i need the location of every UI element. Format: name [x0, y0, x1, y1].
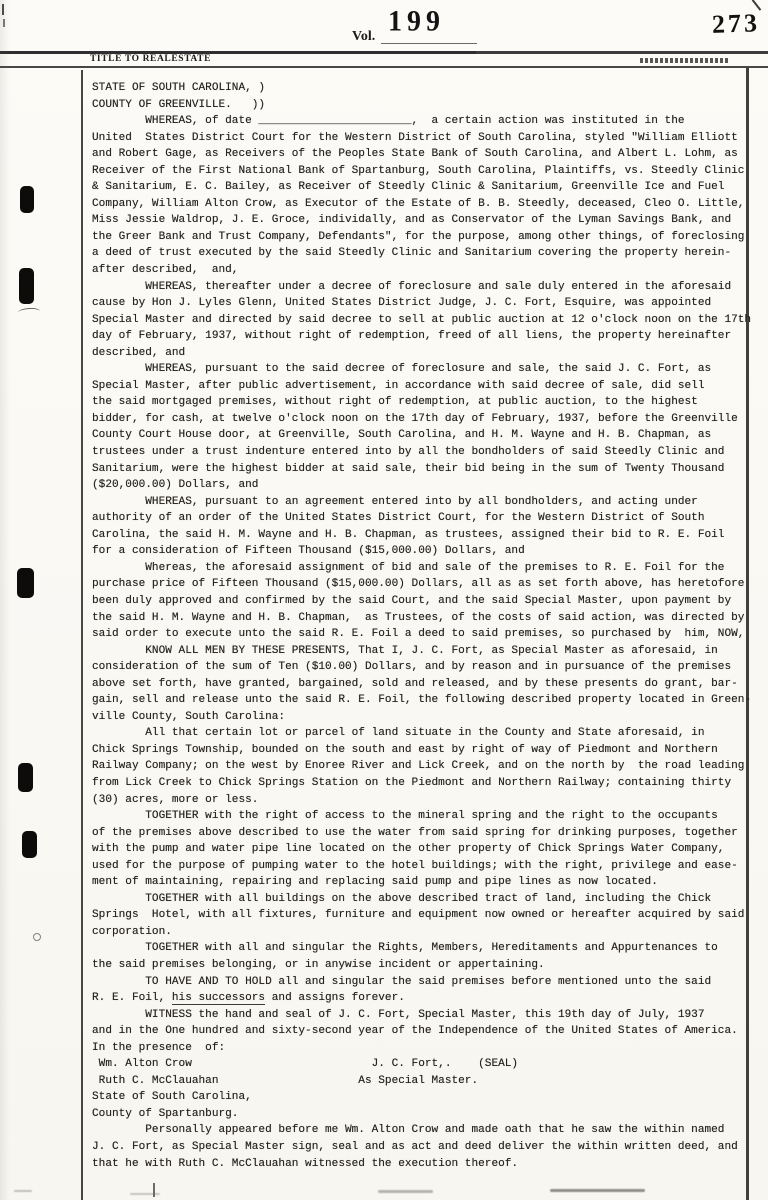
bottom-smudge	[550, 1189, 645, 1192]
document-line: United States District Court for the Western District of South Carolina, styled "William Elliott	[92, 131, 738, 144]
header-title: TITLE TO REALESTATE	[90, 54, 212, 64]
underlined-text: his successors	[171, 992, 266, 1005]
document-line: Springs Hotel, with all fixtures, furniture and equipment now owned or hereafter acquired by said	[92, 909, 745, 922]
document-line: All that certain lot or parcel of land situate in the County and State aforesaid, in	[92, 727, 705, 740]
document-line: Personally appeared before me Wm. Alton Crow and made oath that he saw the within named	[92, 1124, 725, 1137]
volume-underline	[381, 43, 477, 44]
document-line: WHEREAS, thereafter under a decree of foreclosure and sale duly entered in the aforesaid	[92, 280, 732, 293]
document-line: for a consideration of Fifteen Thousand ($15,000.00) Dollars, and	[92, 545, 525, 558]
document-line: Whereas, the aforesaid assignment of bid and sale of the premises to R. E. Foil for the	[92, 561, 725, 574]
edge-tick-mark	[3, 19, 5, 27]
document-line: and Robert Gage, as Receivers of the Peoples State Bank of South Carolina, and Albert L. Lohm, as	[92, 148, 738, 161]
pen-squiggle	[18, 307, 41, 317]
document-line: a deed of trust executed by the said Steedly Clinic and Sanitarium covering the property herein-	[92, 247, 732, 260]
ink-blob	[17, 568, 34, 598]
document-line: TOGETHER with the right of access to the mineral spring and the right to the occupants	[92, 810, 718, 823]
document-line: TO HAVE AND TO HOLD all and singular the said premises before mentioned unto the said	[92, 975, 712, 988]
document-line: gain, sell and release unto the said R. E. Foil, the following described property located in Green-	[92, 694, 752, 707]
document-line: Sanitarium, were the highest bidder at said sale, their bid being in the sum of Twenty Thousand	[92, 462, 725, 475]
document-line: day of February, 1937, without right of redemption, freed of all liens, the property hereinafter	[92, 330, 732, 343]
document-line: County Court House door, at Greenville, South Carolina, and H. M. Wayne and H. B. Chapman, as	[92, 429, 712, 442]
document-line: trustees under a trust indenture entered into by all the bondholders of said Steedly Clinic and	[92, 446, 725, 459]
document-body	[92, 80, 752, 1172]
document-line: corporation.	[92, 925, 172, 938]
document-line: the Greer Bank and Trust Company, Defendants", for the purpose, among other things, of foreclosing	[92, 230, 745, 243]
document-line: with the pump and water pipe line located on the other property of Chick Springs Water Company,	[92, 843, 725, 856]
document-line: the said H. M. Wayne and H. B. Chapman, as Trustees, of the costs of said action, was directed by	[92, 611, 745, 624]
document-line: bidder, for cash, at twelve o'clock noon on the 17th day of February, 1937, before the Greenville	[92, 412, 738, 425]
document-line: J. C. Fort, as Special Master sign, seal and as act and deed deliver the within written deed, and	[92, 1141, 738, 1153]
document-line: and in the One hundred and sixty-second year of the Independence of the United States of America.	[92, 1025, 738, 1038]
document-line: used for the purpose of pumping water to the hotel buildings; with the right, privilege and ease-	[92, 859, 738, 872]
document-line: Carolina, the said H. M. Wayne and H. B. Chapman, as trustees, assigned their bid to R. E. Foil	[92, 528, 725, 541]
document-line: Company, William Alton Crow, as Executor of the Estate of B. B. Steedly, deceased, Cleo O. Little,	[92, 197, 745, 210]
page-number: 273	[711, 8, 761, 39]
bottom-smudge	[130, 1193, 160, 1195]
document-line: described, and	[92, 346, 186, 359]
document-line: County of Spartanburg.	[92, 1107, 239, 1120]
printer-imprint	[640, 58, 728, 63]
volume-label: Vol.	[352, 29, 376, 44]
document-line: of the premises above described to use the water from said spring for drinking purposes, together	[92, 826, 738, 839]
document-line: TOGETHER with all and singular the Rights, Members, Hereditaments and Appurtenances to	[92, 942, 718, 955]
document-line: KNOW ALL MEN BY THESE PRESENTS, That I, J. C. Fort, as Special Master as aforesaid, in	[92, 644, 718, 657]
scan-edge-shading	[0, 0, 10, 1200]
document-line: WHEREAS, pursuant to the said decree of foreclosure and sale, the said J. C. Fort, as	[92, 363, 712, 376]
document-line: Special Master, after public advertisement, in accordance with said decree of sale, did sell	[92, 379, 705, 392]
bottom-smudge	[378, 1190, 433, 1193]
document-line: Miss Jessie Waldrop, J. E. Groce, individally, and as Conservator of the Lyman Savings Bank, and	[92, 214, 732, 227]
stray-circle-mark	[33, 933, 41, 941]
document-line: Railway Company; on the west by Enoree River and Lick Creek, and on the north by the road leading	[92, 760, 745, 773]
document-line: cause by Hon J. Lyles Glenn, United States District Judge, J. C. Fort, Esquire, was appointed	[92, 297, 712, 310]
document-line: State of South Carolina,	[92, 1091, 252, 1104]
document-line: Receiver of the First National Bank of Spartanburg, South Carolina, Plaintiffs, vs. Steedly Clinic	[92, 164, 745, 177]
document-line: been duly approved and confirmed by the said Court, and the said Special Master, upon payment by	[92, 594, 732, 607]
document-line: authority of an order of the United States District Court, for the Western District of South	[92, 512, 705, 525]
document-line: after described, and,	[92, 264, 239, 277]
bottom-tick-mark	[153, 1183, 155, 1197]
document-line: above set forth, have granted, bargained, sold and released, and by these presents do grant, bar-	[92, 677, 738, 690]
document-line: consideration of the sum of Ten ($10.00) Dollars, and by reason and in pursuance of the premises	[92, 661, 732, 674]
left-margin-rule	[81, 70, 83, 1200]
bottom-smudge	[14, 1190, 32, 1192]
ink-blob	[18, 763, 33, 792]
document-line: ($20,000.00) Dollars, and	[92, 479, 259, 492]
document-line: Ruth C. McClauahan As Special Master.	[92, 1074, 479, 1087]
document-line: Chick Springs Township, bounded on the south and east by right of way of Piedmont and Northern	[92, 743, 718, 756]
edge-tick-mark	[2, 4, 4, 15]
ink-blob	[19, 268, 34, 304]
document-line: the said mortgaged premises, without right of redemption, at public auction, to the highest	[92, 396, 698, 409]
document-line: Wm. Alton Crow J. C. Fort,. (SEAL)	[92, 1058, 519, 1071]
document-line: WHEREAS, pursuant to an agreement entered into by all bondholders, and acting under	[92, 495, 698, 508]
ink-blob	[20, 186, 34, 213]
document-line: ment of maintaining, repairing and replacing said pump and pipe lines as now located.	[92, 876, 658, 889]
document-line: In the presence of:	[92, 1041, 226, 1054]
document-line: the said premises belonging, or in anywise incident or appertaining.	[92, 958, 545, 971]
document-line: ville County, South Carolina:	[92, 710, 286, 723]
header-rule-bottom	[0, 66, 768, 68]
document-line: (30) acres, more or less.	[92, 793, 259, 806]
document-line: that he with Ruth C. McClauahan witnessed the execution thereof.	[92, 1157, 519, 1170]
ink-blob	[22, 831, 37, 858]
document-line: COUNTY OF GREENVILLE. ))	[92, 98, 266, 111]
document-line: from Lick Creek to Chick Springs Station on the Piedmont and Northern Railway; containing thirty	[92, 776, 732, 789]
document-line: R. E. Foil, his successors and assigns forever.	[92, 992, 405, 1005]
document-line: WITNESS the hand and seal of J. C. Fort, Special Master, this 19th day of July, 1937	[92, 1008, 705, 1021]
document-line: Special Master and directed by said decree to sell at public auction at 12 o'clock noon on the 17th	[92, 313, 752, 326]
document-line: said order to execute unto the said R. E. Foil a deed to said premises, so purchased by him, NOW,	[92, 628, 745, 641]
document-line: TOGETHER with all buildings on the above described tract of land, including the Chick	[92, 892, 712, 905]
document-line: & Sanitarium, E. C. Bailey, as Receiver of Steedly Clinic & Sanitarium, Greenville Ice and Fuel	[92, 181, 725, 194]
document-line: STATE OF SOUTH CAROLINA, )	[92, 82, 266, 94]
volume-number: 199	[388, 5, 445, 38]
document-line: WHEREAS, of date _______________________, a certain action was instituted in the	[92, 115, 685, 128]
document-line: purchase price of Fifteen Thousand ($15,000.00) Dollars, all as as set forth above, has heretofore	[92, 578, 745, 591]
